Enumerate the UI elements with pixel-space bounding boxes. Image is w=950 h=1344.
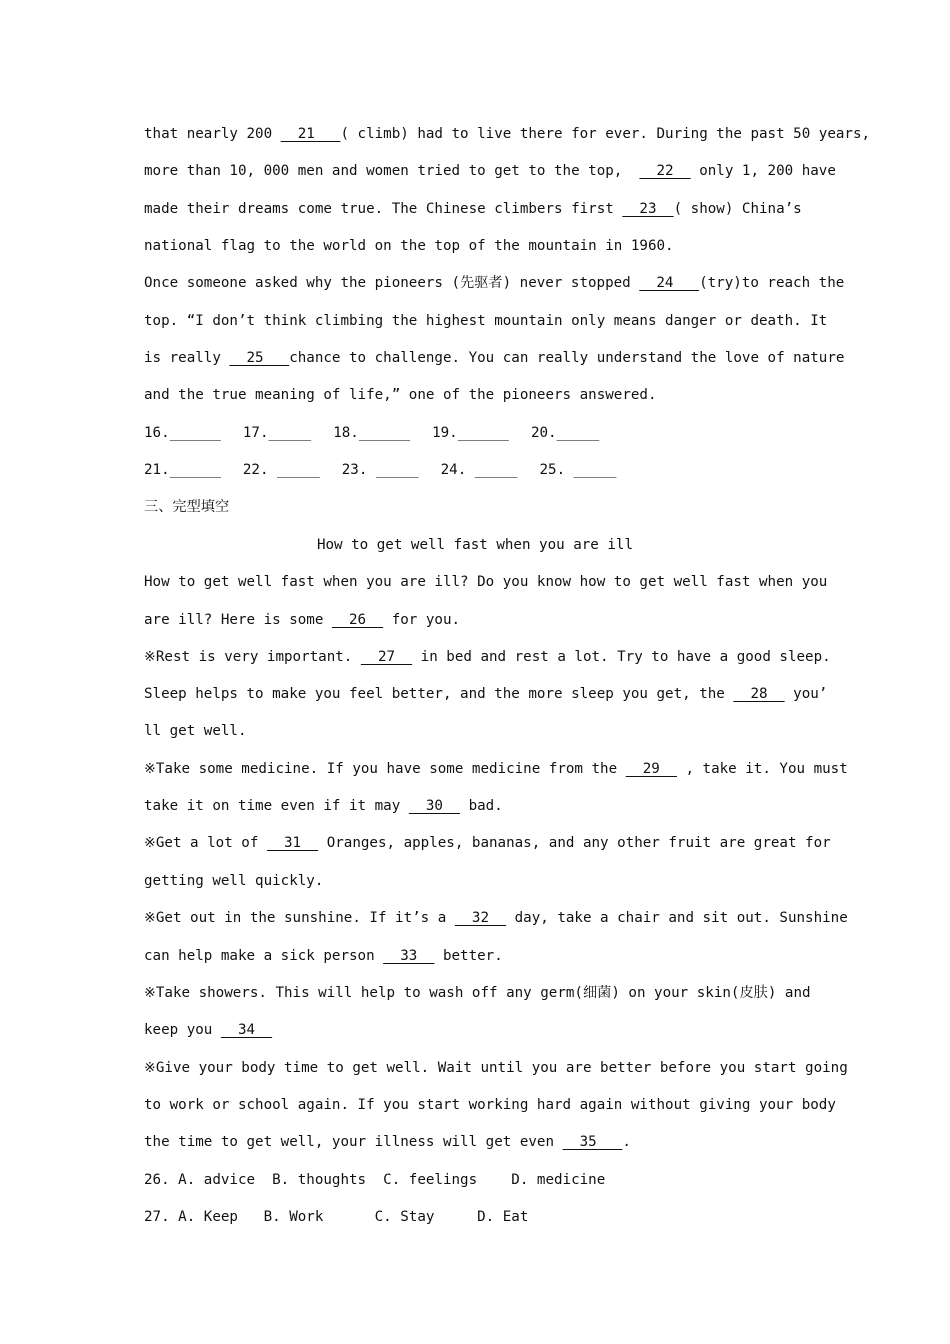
passage-line <box>144 684 864 704</box>
text: the time to get well, your illness will get even <box>144 1134 563 1150</box>
text: ( climb) had to live there for ever. During the past 50 years, <box>340 126 871 142</box>
question-options-26: 26. A. advice B. thoughts C. feelings D. medicine <box>144 1172 606 1188</box>
text: you’ <box>784 686 828 702</box>
passage-line: ※Take showers. This will help to wash off any germ(细菌) on your skin(皮肤) and <box>144 985 811 1001</box>
passage-line: top. “I don’t think climbing the highest mountain only means danger or death. It <box>144 313 828 329</box>
text: ※Get out in the sunshine. If it’s a <box>144 910 455 926</box>
text: made their dreams come true. The Chinese climbers first <box>144 201 623 217</box>
blank-34: 34 <box>220 1022 273 1038</box>
text: (try)to reach the <box>699 275 845 291</box>
blank-26: 26 <box>331 612 384 628</box>
text: ( show) China’s <box>673 201 802 217</box>
answer-25: 25. _____ <box>539 462 617 478</box>
passage-line <box>144 1132 864 1152</box>
answer-20: 20._____ <box>530 425 600 441</box>
passage-line <box>144 610 864 630</box>
passage-line <box>144 647 864 667</box>
text: for you. <box>383 612 461 628</box>
blank-29: 29 <box>625 761 677 777</box>
answer-18: 18.______ <box>333 425 411 441</box>
text: . <box>622 1134 631 1150</box>
text: ※Take some medicine. If you have some medicine from the <box>144 761 626 777</box>
answer-24: 24. _____ <box>440 462 518 478</box>
text: Sleep helps to make you feel better, and the more sleep you get, the <box>144 686 734 702</box>
blank-22: 22 <box>639 163 691 179</box>
passage-line <box>144 348 864 368</box>
blank-35: 35 <box>562 1134 623 1150</box>
passage-line <box>144 124 871 144</box>
passage-line <box>144 796 864 816</box>
blank-21: 21 <box>280 126 341 142</box>
blank-30: 30 <box>408 798 461 814</box>
passage-line: ※Give your body time to get well. Wait until you are better before you start going <box>144 1060 848 1076</box>
blank-25: 25 <box>229 350 290 366</box>
section-heading: 三、完型填空 <box>144 499 230 515</box>
blank-23: 23 <box>622 201 674 217</box>
blank-32: 32 <box>454 910 507 926</box>
text: only 1, 200 have <box>690 163 836 179</box>
passage-line <box>144 199 864 219</box>
passage-line: and the true meaning of life,” one of the pioneers answered. <box>144 387 657 403</box>
text: Once someone asked why the pioneers (先驱者) never stopped <box>144 275 640 291</box>
passage-line: ll get well. <box>144 723 247 739</box>
blank-31: 31 <box>266 835 319 851</box>
answer-21: 21.______ <box>144 462 221 478</box>
text: is really <box>144 350 230 366</box>
passage-line: How to get well fast when you are ill? Do you know how to get well fast when you <box>144 574 828 590</box>
passage-line: getting well quickly. <box>144 873 324 889</box>
text: ※Get a lot of <box>144 835 267 851</box>
passage-line <box>144 759 864 779</box>
blank-24: 24 <box>639 275 700 291</box>
answer-19: 19.______ <box>432 425 509 441</box>
text: chance to challenge. You can really understand the love of nature <box>289 350 845 366</box>
blank-28: 28 <box>733 686 785 702</box>
text: bad. <box>460 798 503 814</box>
passage-line <box>144 908 864 928</box>
answer-17: 17._____ <box>242 425 312 441</box>
text: are ill? Here is some <box>144 612 332 628</box>
text: can help make a sick person <box>144 948 384 964</box>
answer-row <box>144 423 864 443</box>
text: keep you <box>144 1022 221 1038</box>
text: that nearly 200 <box>144 126 281 142</box>
text: in bed and rest a lot. Try to have a good sleep. <box>412 649 831 665</box>
blank-33: 33 <box>383 948 435 964</box>
text: ※Rest is very important. <box>144 649 361 665</box>
answer-16: 16.______ <box>144 425 221 441</box>
question-options-27: 27. A. Keep B. Work C. Stay D. Eat <box>144 1209 529 1225</box>
answer-22: 22. _____ <box>242 462 320 478</box>
blank-27: 27 <box>360 649 413 665</box>
answer-row <box>144 460 864 480</box>
text: better. <box>434 948 503 964</box>
passage-line <box>144 1020 864 1040</box>
passage-line <box>144 161 864 181</box>
passage-line: to work or school again. If you start working hard again without giving your body <box>144 1097 836 1113</box>
passage-title: How to get well fast when you are ill <box>316 537 634 553</box>
text: Oranges, apples, bananas, and any other fruit are great for <box>318 835 831 851</box>
passage-line <box>144 946 864 966</box>
answer-23: 23. _____ <box>341 462 419 478</box>
text: day, take a chair and sit out. Sunshine <box>506 910 848 926</box>
passage-line <box>144 273 864 293</box>
passage-line: national flag to the world on the top of the mountain in 1960. <box>144 238 674 254</box>
text: take it on time even if it may <box>144 798 409 814</box>
text: more than 10, 000 men and women tried to get to the top, <box>144 163 640 179</box>
text: , take it. You must <box>676 761 848 777</box>
passage-line <box>144 833 864 853</box>
